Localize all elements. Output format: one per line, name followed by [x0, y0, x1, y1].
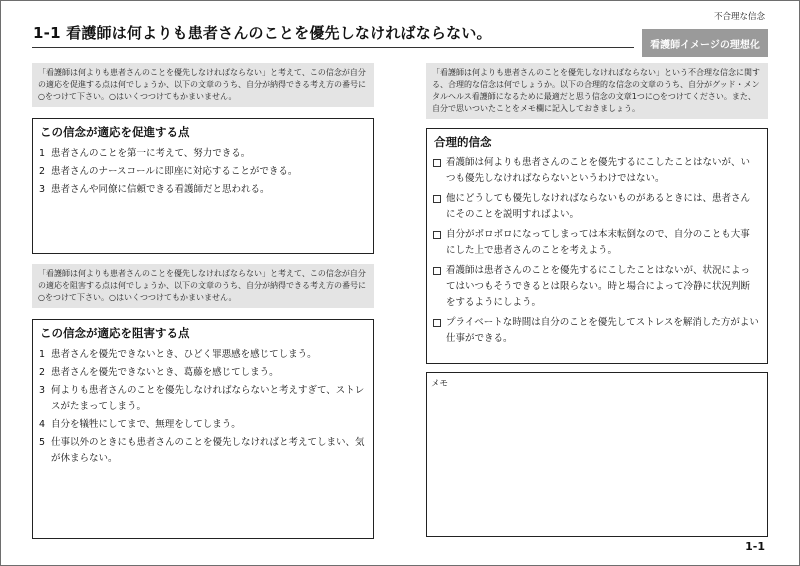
- inhibit-box: [32, 319, 374, 539]
- item-number: 3: [39, 385, 46, 396]
- inhibit-box-title: この信念が適応を阻害する点: [40, 326, 190, 340]
- inhibit-item[interactable]: [39, 435, 373, 467]
- item-text: 患者さんを優先できないとき、葛藤を感じてしまう。: [51, 367, 279, 378]
- rational-list: [431, 155, 767, 347]
- inhibit-item[interactable]: [39, 417, 373, 433]
- promote-instruction: 「看護師は何よりも患者さんのことを優先しなければならない」と考えて、この信念が自分の適応を促進する点は何でしょうか、以下の文章のうち、自分が納得できる考え方の番号に○をつけて下さい。○はいくつつけてもかまいません。: [32, 63, 374, 107]
- item-text: 患者さんのナースコールに即座に対応することができる。: [51, 166, 298, 177]
- inhibit-item[interactable]: [39, 347, 373, 363]
- item-number: 3: [39, 184, 46, 195]
- checkbox[interactable]: [433, 231, 441, 239]
- inhibit-item[interactable]: [39, 383, 373, 415]
- item-text: 自分がボロボロになってしまっては本末転倒なので、自分のことも大事にした上で患者さんのことを考えよう。: [446, 229, 750, 256]
- category-label: 不合理な信念: [713, 12, 765, 22]
- item-text: 看護師は何よりも患者さんのことを優先するにこしたことはないが、いつも優先しなければならないというわけではない。: [446, 157, 751, 184]
- page-number: 1-1: [745, 540, 765, 553]
- promote-box: [32, 118, 374, 254]
- promote-list: [39, 146, 373, 198]
- item-number: 2: [39, 166, 46, 177]
- item-text: 看護師は患者さんのことを優先するにこしたことはないが、状況によってはいつもそうできるとは限らない。時と場合によって冷静に状況判断をするようにしよう。: [446, 265, 751, 308]
- promote-item[interactable]: [39, 146, 373, 162]
- checkbox[interactable]: [433, 159, 441, 167]
- title-divider: [32, 47, 634, 48]
- memo-box[interactable]: [426, 372, 768, 537]
- promote-item[interactable]: [39, 164, 373, 180]
- item-text: 患者さんを優先できないとき、ひどく罪悪感を感じてしまう。: [51, 349, 317, 360]
- page-title: 1-1 看護師は何よりも患者さんのことを優先しなければならない。: [33, 24, 492, 42]
- item-text: 自分を犠牲にしてまで、無理をしてしまう。: [51, 419, 241, 430]
- rational-instruction: 「看護師は何よりも患者さんのことを優先しなければならない」という不合理な信念に関する、合理的な信念は何でしょうか。以下の合理的な信念の文章のうち、自分がグッド・メンタルヘルス看護師になるために最適だと思う信念の文章1つに○をつけてください。また、自分で思いついたことをメモ欄に記入しておきましょう。: [426, 63, 768, 119]
- item-text: 患者さんのことを第一に考えて、努力できる。: [51, 148, 251, 159]
- item-text: 仕事以外のときにも患者さんのことを優先しなければと考えてしまい、気が休まらない。: [51, 437, 365, 464]
- item-text: 何よりも患者さんのことを優先しなければならないと考えすぎて、ストレスがたまってしまう。: [51, 385, 365, 412]
- memo-label: メモ: [431, 379, 449, 389]
- promote-box-title: この信念が適応を促進する点: [40, 125, 190, 139]
- item-number: 1: [39, 349, 46, 360]
- rational-item: [431, 315, 767, 347]
- rational-item: [431, 227, 767, 259]
- item-text: プライベートな時間は自分のことを優先してストレスを解消した方がよい仕事ができる。: [446, 317, 759, 344]
- inhibit-instruction: 「看護師は何よりも患者さんのことを優先しなければならない」と考えて、この信念が自分の適応を阻害する点は何でしょうか、以下の文章のうち、自分が納得できる考え方の番号に○をつけて下さい。○はいくつつけてもかまいません。: [32, 264, 374, 308]
- promote-item[interactable]: [39, 182, 373, 198]
- inhibit-item[interactable]: [39, 365, 373, 381]
- item-number: 2: [39, 367, 46, 378]
- rational-item: [431, 191, 767, 223]
- checkbox[interactable]: [433, 195, 441, 203]
- item-text: 他にどうしても優先しなければならないものがあるときには、患者さんにそのことを説明すればよい。: [446, 193, 751, 220]
- item-number: 4: [39, 419, 46, 430]
- inhibit-list: [39, 347, 373, 467]
- rational-box-title: 合理的信念: [434, 135, 492, 149]
- item-number: 1: [39, 148, 46, 159]
- item-text: 患者さんや同僚に信頼できる看護師だと思われる。: [51, 184, 270, 195]
- checkbox[interactable]: [433, 267, 441, 275]
- topic-badge: 看護師イメージの理想化: [642, 29, 768, 57]
- rational-box: [426, 128, 768, 364]
- rational-item: [431, 263, 767, 311]
- rational-item: [431, 155, 767, 187]
- item-number: 5: [39, 437, 46, 448]
- checkbox[interactable]: [433, 319, 441, 327]
